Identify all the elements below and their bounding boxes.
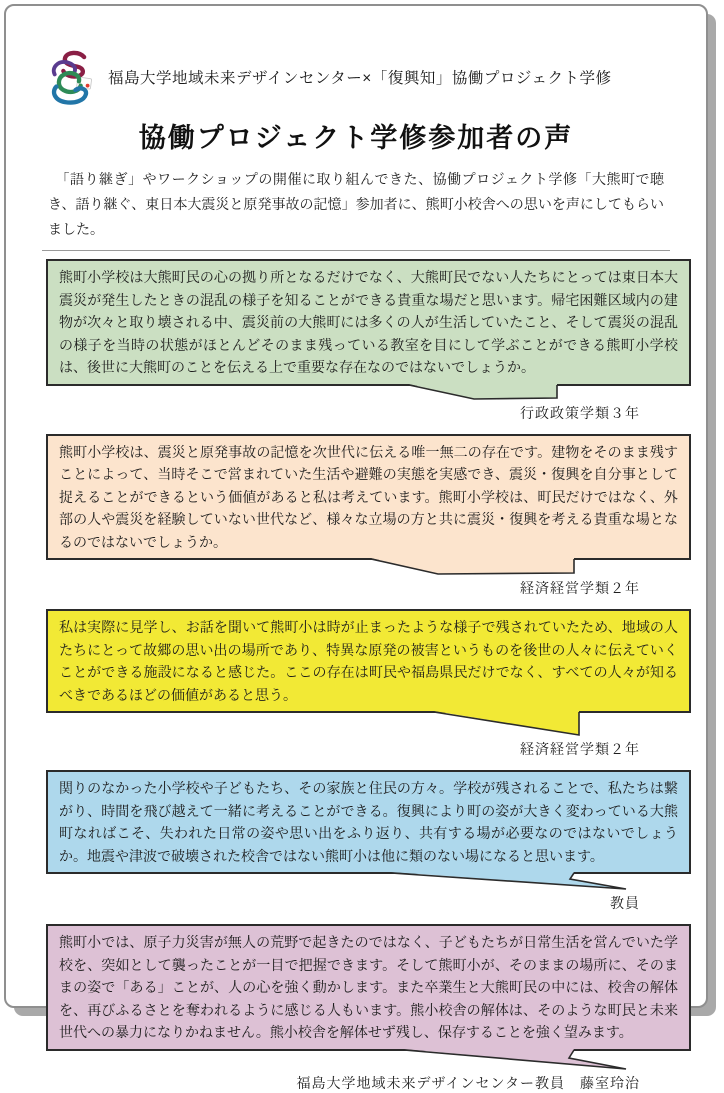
- speech-bubble-tail: [46, 711, 691, 737]
- intro-paragraph: 「語り継ぎ」やワークショップの開催に取り組んできた、協働プロジェクト学修「大熊町で聴き、語り継ぐ、東日本大震災と原発事故の記憶」参加者に、熊町小校舎への思いを声にしてもらいました。: [48, 171, 664, 237]
- attribution-label: 経済経営学類２年: [520, 580, 640, 596]
- testimonial-bubble: [46, 259, 691, 386]
- testimonial-bubble: [46, 609, 691, 713]
- testimonial-text: 関りのなかった小学校や子どもたち、その家族と住民の方々。学校が残されることで、私たちは繋がり、時間を飛び越えて一緒に考えることができる。復興により町の姿が大きく変わっている大熊町なればこそ、失われた日常の姿や思い出をふり返り、共有する場が必要なのではないでしょうか。地震や津波で破壊された校舎ではない熊町小は他に類のない場になると思います。: [59, 780, 678, 864]
- testimonial-group-2: [46, 434, 678, 599]
- testimonial-group-3: [46, 609, 678, 759]
- section-divider: [42, 250, 670, 251]
- page-title: 協働プロジェクト学修参加者の声: [138, 123, 574, 153]
- testimonial-group-4: [46, 770, 678, 913]
- testimonial-text: 私は実際に見学し、お話を聞いて熊町小は時が止まったような様子で残されていたため、地域の人たちにとって故郷の思い出の場所であり、特異な原発の被害というものを後世の人々に伝えていくことができる施設になると感じた。ここの存在は町民や福島県民だけでなく、すべての人々が知るべきであるほどの価値があると思う。: [59, 619, 678, 703]
- attribution-label: 経済経営学類２年: [520, 741, 640, 757]
- masthead: [46, 48, 666, 106]
- scanned-page: [4, 4, 708, 1091]
- testimonial-bubble: [46, 770, 691, 874]
- masthead-title: 福島大学地域未来デザインセンター×「復興知」協働プロジェクト学修: [108, 70, 612, 87]
- attribution-label: 行政政策学類３年: [520, 404, 640, 421]
- speech-bubble-tail: [46, 872, 691, 891]
- testimonial-text: 熊町小学校は、震災と原発事故の記憶を次世代に伝える唯一無二の存在です。建物をそのまま残すことによって、当時そこで営まれていた生活や避難の実態を実感でき、震災・復興を自分事として捉えることができるという価値があると私は考えています。熊町小学校は、町民だけではなく、外部の人や震災を経験していない世代など、様々な立場の方と共に震災・復興を考える貴重な場となるのではないでしょうか。: [59, 443, 678, 550]
- speech-bubble-tail: [46, 384, 691, 401]
- fukushima-university-center-logo: [46, 48, 98, 106]
- testimonial-bubble: [46, 434, 691, 561]
- speech-bubble-tail: [46, 1049, 691, 1071]
- testimonial-group-5: [46, 924, 678, 1093]
- testimonial-text: 熊町小では、原子力災害が無人の荒野で起きたのではなく、子どもたちが日常生活を営んでいた学校を、突如として襲ったことが一目で把握できます。そして熊町小が、そのままの場所に、そのままの姿で「ある」ことが、人の心を強く動かします。また卒業生と大熊町民の中には、校舎の解体を、再びふるさとを奪われるように感じる人もいます。熊小校舎の解体は、そのような町民と未来世代への暴力になりかねません。熊小校舎を解体せず残し、保存することを強く望みます。: [59, 934, 678, 1040]
- attribution-label: 教員: [610, 895, 640, 911]
- testimonial-text: 熊町小学校は大熊町民の心の拠り所となるだけでなく、大熊町民でない人たちにとっては東日本大震災が発生したときの混乱の様子を知ることができる貴重な場だと思います。帰宅困難区域内の建物が次々と取り壊される中、震災前の大熊町には多くの人が生活していたこと、そして震災の混乱の様子を当時の状態がほとんどそのまま残っている教室を目にして学ぶことができる熊町小学校は、後世に大熊町のことを伝える上で重要な存在なのではないでしょうか。: [59, 269, 678, 375]
- testimonial-group-1: [46, 259, 678, 423]
- attribution-label: 福島大学地域未来デザインセンター教員 藤室玲治: [296, 1074, 640, 1091]
- testimonial-bubble: [46, 924, 691, 1051]
- speech-bubble-tail: [46, 558, 691, 576]
